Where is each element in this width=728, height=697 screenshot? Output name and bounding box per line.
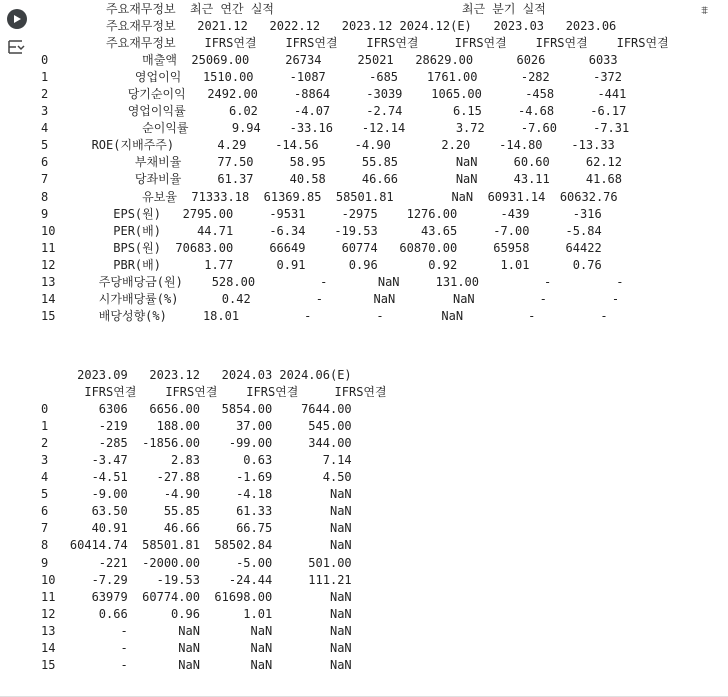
table-row: 5 -9.00 -4.90 -4.18 NaN — [41, 487, 352, 502]
table-row: 0 6306 6656.00 5854.00 7644.00 — [41, 402, 352, 417]
table-row: 12 PBR(배) 1.77 0.91 0.96 0.92 1.01 0.76 — [41, 257, 602, 272]
table-row: IFRS연결 IFRS연결 IFRS연결 IFRS연결 — [41, 385, 387, 400]
table-row: 14 시가배당률(%) 0.42 - NaN NaN - - — [41, 291, 620, 306]
table-row: 8 유보율 71333.18 61369.85 58501.81 NaN 60931.14 60632.76 — [41, 189, 618, 204]
table-row: 주요재무정보 2021.12 2022.12 2023.12 2024.12(E) 2023.03 2023.06 — [41, 19, 617, 34]
table-row: 4 순이익률 9.94 -33.16 -12.14 3.72 -7.60 -7.31 — [41, 121, 630, 136]
table-row: 15 배당성향(%) 18.01 - - NaN - - — [41, 308, 608, 323]
table-row: 13 주당배당금(원) 528.00 - NaN 131.00 - - — [41, 274, 624, 289]
table-row: 12 0.66 0.96 1.01 NaN — [41, 606, 352, 621]
table-row: 10 -7.29 -19.53 -24.44 111.21 — [41, 572, 352, 587]
table-row: 14 - NaN NaN NaN — [41, 640, 352, 655]
table-row: 11 63979 60774.00 61698.00 NaN — [41, 589, 352, 604]
table-row: 1 -219 188.00 37.00 545.00 — [41, 419, 352, 434]
cell-menu-icon[interactable]: ⩨ — [701, 3, 708, 17]
cell-output — [36, 0, 726, 697]
table-row: 9 -221 -2000.00 -5.00 501.00 — [41, 555, 352, 570]
table-row: 6 63.50 55.85 61.33 NaN — [41, 504, 352, 519]
table-row: 2 -285 -1856.00 -99.00 344.00 — [41, 436, 352, 451]
table-row: 3 -3.47 2.83 0.63 7.14 — [41, 453, 352, 468]
table-row: 8 60414.74 58501.81 58502.84 NaN — [41, 538, 352, 553]
table-row: 2023.09 2023.12 2024.03 2024.06(E) — [41, 368, 352, 382]
table-row: 6 부채비율 77.50 58.95 55.85 NaN 60.60 62.12 — [41, 155, 622, 170]
table-row: 7 40.91 46.66 66.75 NaN — [41, 521, 352, 536]
table-row: 2 당기순이익 2492.00 -8864 -3039 1065.00 -458 -441 — [41, 87, 627, 102]
table-row: 13 - NaN NaN NaN — [41, 623, 352, 638]
output-options-button[interactable] — [7, 37, 29, 57]
dataframe-annual-table — [41, 1, 669, 325]
table-row: 주요재무정보 최근 연간 실적 최근 분기 실적 — [41, 2, 546, 16]
table-row: 주요재무정보 IFRS연결 IFRS연결 IFRS연결 IFRS연결 IFRS연결 IFRS연결 — [41, 36, 669, 51]
table-row: 9 EPS(원) 2795.00 -9531 -2975 1276.00 -439 -316 — [41, 206, 602, 221]
table-row: 15 - NaN NaN NaN — [41, 657, 352, 672]
table-row: 11 BPS(원) 70683.00 66649 60774 60870.00 65958 64422 — [41, 240, 602, 255]
play-icon — [12, 14, 22, 24]
output-options-icon — [7, 37, 29, 57]
dataframe-quarterly-table — [41, 367, 387, 674]
run-cell-button[interactable] — [7, 9, 27, 29]
table-row: 1 영업이익 1510.00 -1087 -685 1761.00 -282 -372 — [41, 70, 622, 85]
table-row: 4 -4.51 -27.88 -1.69 4.50 — [41, 470, 352, 485]
table-row: 5 ROE(지배주주) 4.29 -14.56 -4.90 2.20 -14.80 -13.33 — [41, 138, 615, 153]
cell-gutter — [0, 0, 36, 697]
table-row: 0 매출액 25069.00 26734 25021 28629.00 6026 6033 — [41, 53, 618, 68]
table-row: 7 당좌비율 61.37 40.58 46.66 NaN 43.11 41.68 — [41, 172, 622, 187]
table-row: 3 영업이익률 6.02 -4.07 -2.74 6.15 -4.68 -6.17 — [41, 104, 627, 119]
table-row: 10 PER(배) 44.71 -6.34 -19.53 43.65 -7.00 -5.84 — [41, 223, 602, 238]
